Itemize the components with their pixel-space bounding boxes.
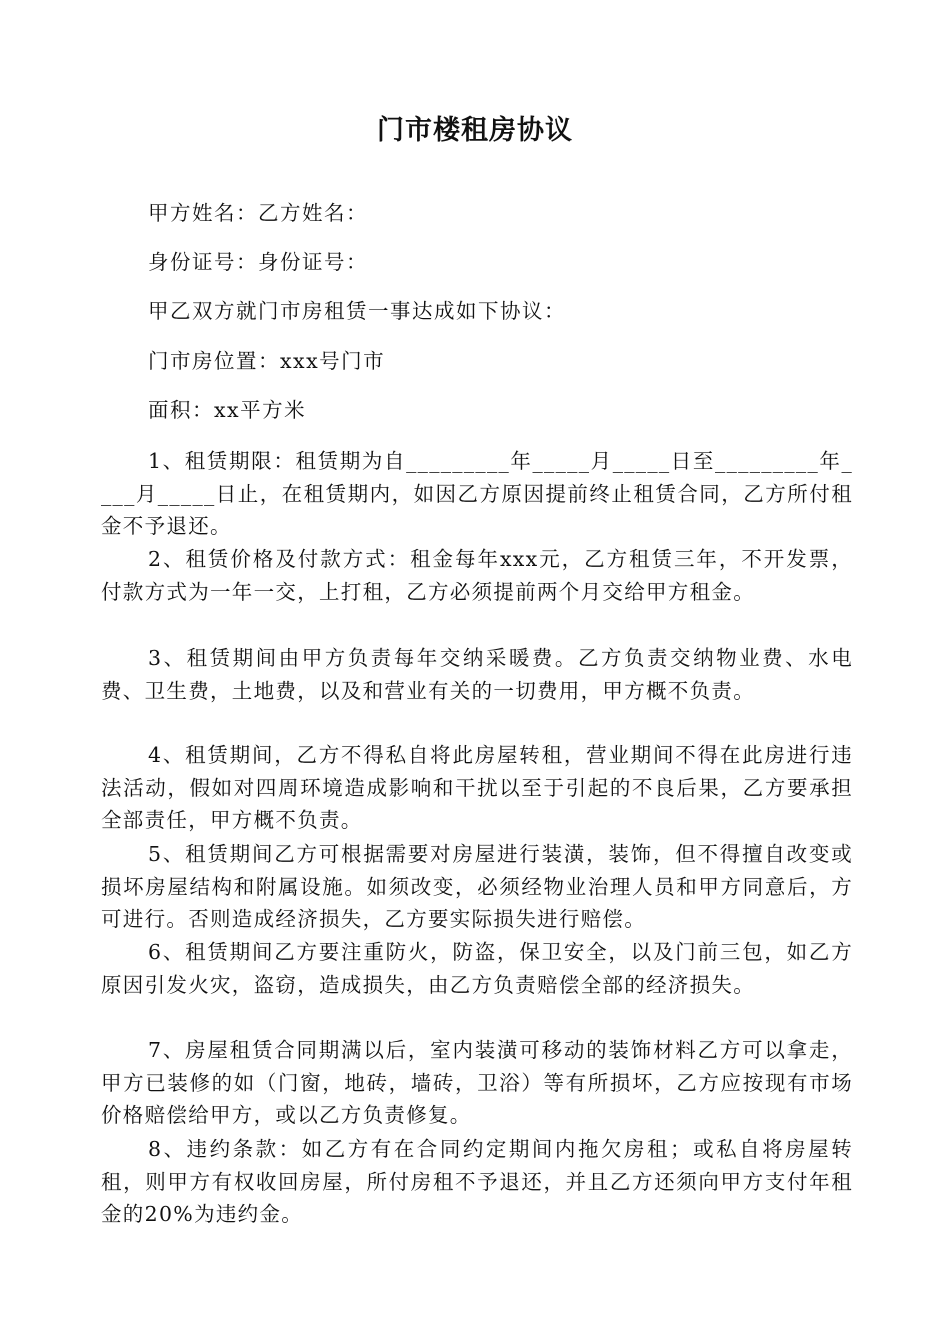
clause-7-expiry: 7、房屋租赁合同期满以后，室内装潢可移动的装饰材料乙方可以拿走，甲方已装修的如（门窗，地砖，墙砖，卫浴）等有所损坏，乙方应按现有市场价格赔偿给甲方，或以乙方负责修复。 [101, 1038, 853, 1127]
document-title: 门市楼租房协议 [377, 115, 573, 146]
clause-5-renovation: 5、租赁期间乙方可根据需要对房屋进行装潢，装饰，但不得擅自改变或损坏房屋结构和附属设施。如须改变，必须经物业治理人员和甲方同意后，方可进行。否则造成经济损失，乙方要实际损失进行赔偿。 [101, 842, 853, 931]
clause-8-breach: 8、违约条款：如乙方有在合同约定期间内拖欠房租；或私自将房屋转租，则甲方有权收回房屋，所付房租不予退还，并且乙方还须向甲方支付年租金的20%为违约金。 [101, 1137, 853, 1226]
clause-4-subletting: 4、租赁期间，乙方不得私自将此房屋转租，营业期间不得在此房进行违法活动，假如对四周环境造成影响和干扰以至于引起的不良后果，乙方要承担全部责任，甲方概不负责。 [101, 743, 853, 832]
property-location-line: 门市房位置：xxx号门市 [148, 349, 386, 373]
property-area-line: 面积：xx平方米 [148, 398, 307, 422]
clause-6-safety: 6、租赁期间乙方要注重防火，防盗，保卫安全，以及门前三包，如乙方原因引发火灾，盗窃，造成损失，由乙方负责赔偿全部的经济损失。 [101, 940, 853, 997]
clause-1-lease-term: 1、租赁期限：租赁期为自_________年_____月_____日至_________年____月_____日止，在租赁期内，如因乙方原因提前终止租赁合同，乙方所付租金不予退还。 [101, 449, 853, 538]
party-names-line: 甲方姓名：乙方姓名： [148, 201, 368, 225]
clause-2-rent-payment: 2、租赁价格及付款方式：租金每年xxx元，乙方租赁三年，不开发票，付款方式为一年一交，上打租，乙方必须提前两个月交给甲方租金。 [101, 547, 853, 604]
id-number-line: 身份证号：身份证号： [148, 250, 368, 274]
agreement-intro-line: 甲乙双方就门市房租赁一事达成如下协议： [148, 299, 566, 323]
clause-3-fees: 3、租赁期间由甲方负责每年交纳采暖费。乙方负责交纳物业费、水电费、卫生费，土地费，以及和营业有关的一切费用，甲方概不负责。 [101, 646, 853, 703]
